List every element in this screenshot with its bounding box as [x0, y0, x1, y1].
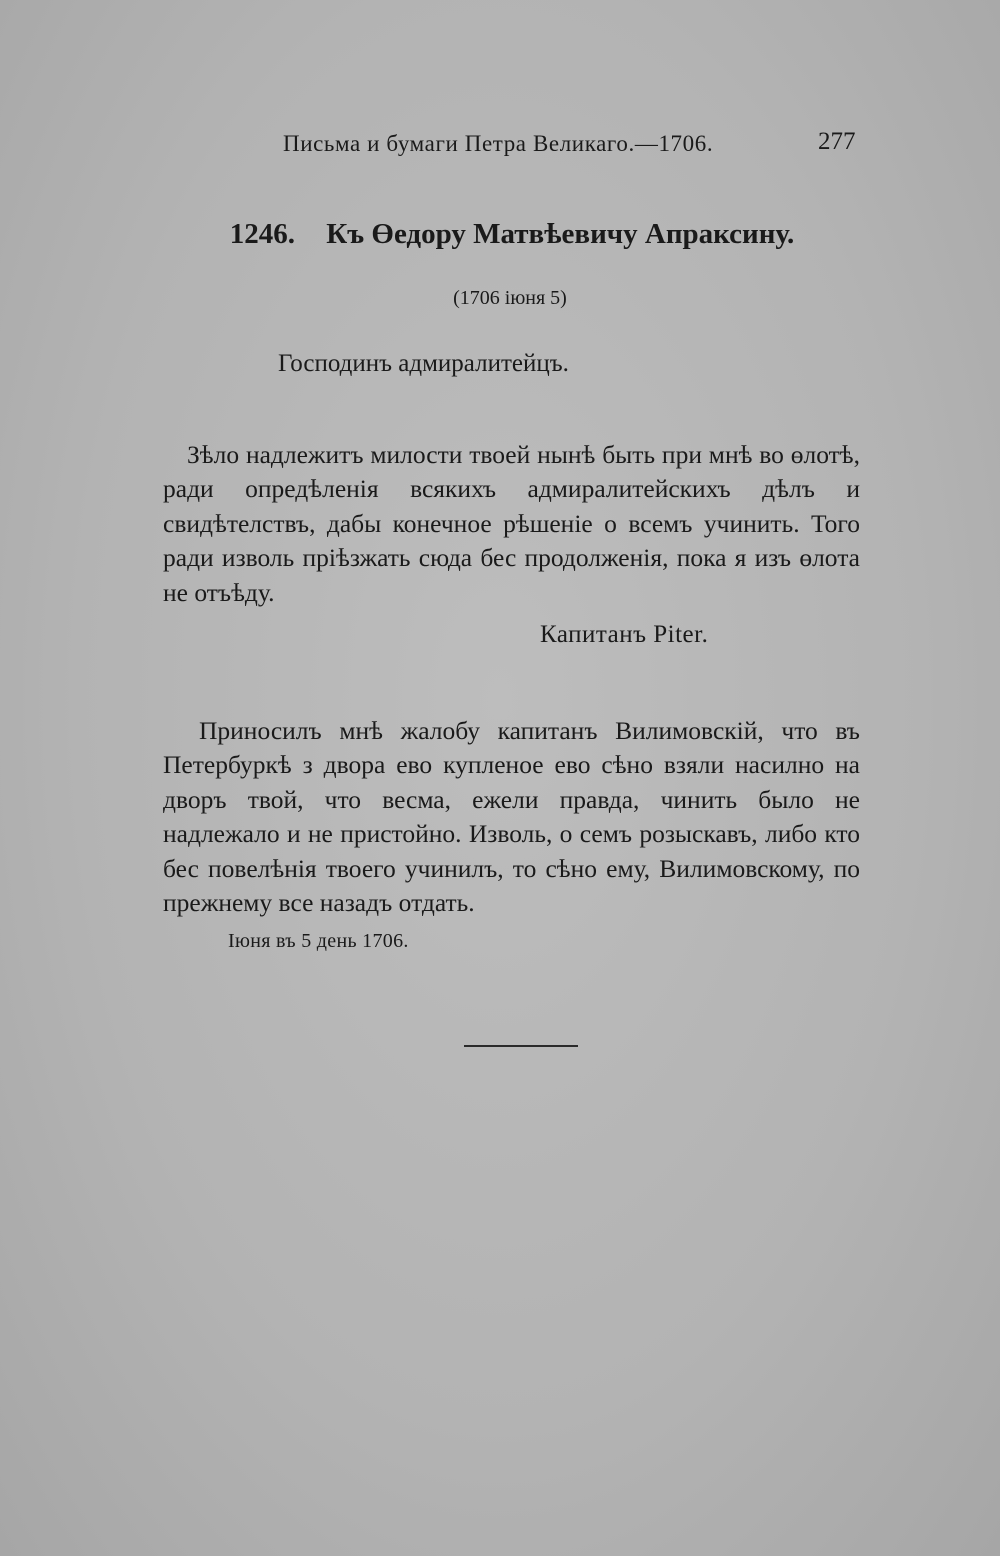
letter-number: 1246.	[229, 218, 295, 250]
letter-date-note: (1706 іюня 5)	[453, 287, 567, 309]
body-paragraph-2: Приносилъ мнѣ жалобу капитанъ Вилимовскій, что въ Петербуркѣ з двора ево купленое ево сѣно взяли насилно на дворъ твой, что весма, ежели правда, чинить было не надлежало и не пристойно. Изволь, о семъ розыскавъ, либо кто бес повелѣнія твоего учинилъ, то сѣно ему, Вилимовскому, по прежнему все назадъ отдать.	[163, 715, 860, 917]
letter-title: Къ Өедору Матвѣевичу Апраксину.	[326, 218, 795, 250]
body-paragraph-1: Зѣло надлежитъ милости твоей нынѣ быть при мнѣ во өлотѣ, ради опредѣленія всякихъ адмиралитейскихъ дѣлъ и свидѣтелствъ, дабы конечное рѣшеніе о всемъ учинить. Того ради изволь пріѣзжать сюда бес продолженія, пока я изъ өлота не отъѣду.	[163, 439, 860, 607]
signature: Капитанъ Piter.	[540, 621, 709, 648]
page-number: 277	[818, 128, 856, 155]
closing-rule	[464, 1045, 578, 1047]
dateline: Іюня въ 5 день 1706.	[228, 930, 409, 952]
salutation: Господинъ адмиралитейцъ.	[278, 350, 569, 377]
running-head: Письма и бумаги Петра Великаго.—1706.	[283, 131, 714, 156]
letter-heading	[0, 218, 1000, 251]
